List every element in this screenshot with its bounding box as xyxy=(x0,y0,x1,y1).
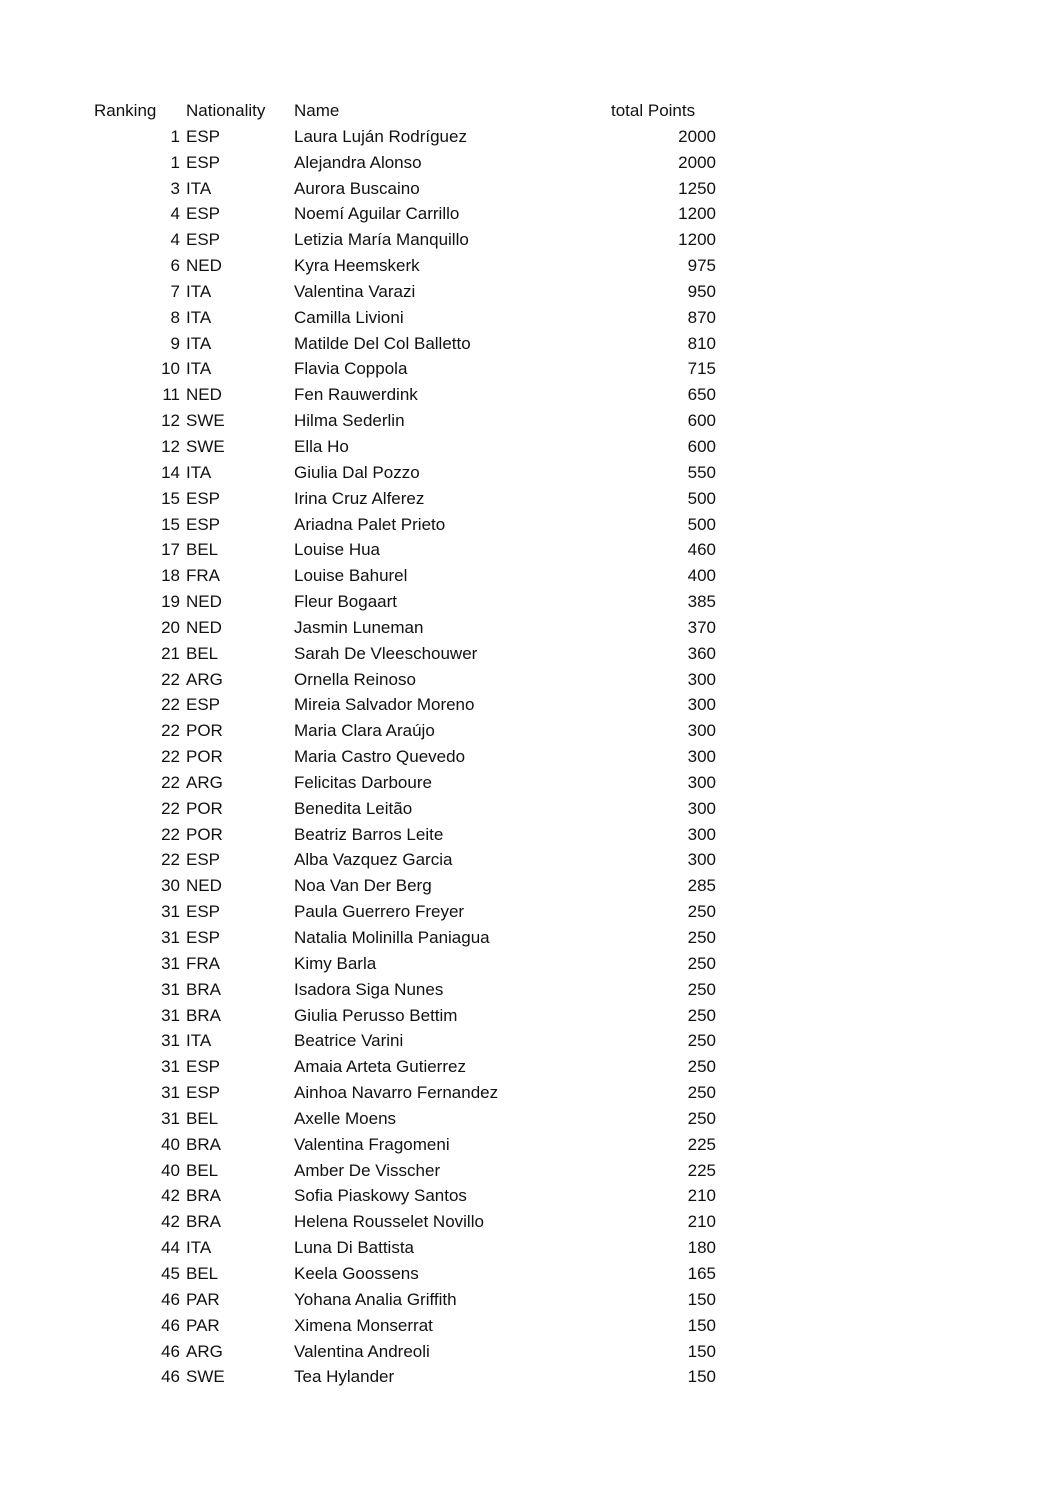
nationality-cell: BEL xyxy=(186,1108,219,1128)
table-row xyxy=(0,667,1058,693)
name-cell: Luna Di Battista xyxy=(294,1238,415,1258)
rank-cell: 22 xyxy=(161,772,180,792)
nationality-cell: NED xyxy=(186,385,222,405)
points-cell: 370 xyxy=(687,617,716,637)
points-cell: 300 xyxy=(687,695,716,715)
name-cell: Ariadna Palet Prieto xyxy=(294,514,446,534)
table-row xyxy=(0,253,1058,279)
nationality-cell: ARG xyxy=(186,1341,223,1361)
nationality-cell: SWE xyxy=(186,1367,225,1387)
name-cell: Valentina Andreoli xyxy=(294,1341,430,1361)
name-cell: Camilla Livioni xyxy=(294,307,404,327)
points-cell: 2000 xyxy=(678,152,716,172)
name-cell: Maria Clara Araújo xyxy=(294,721,435,741)
table-row xyxy=(0,1003,1058,1029)
nationality-cell: ESP xyxy=(186,902,221,922)
rank-cell: 45 xyxy=(161,1263,180,1283)
table-row xyxy=(0,460,1058,486)
points-cell: 950 xyxy=(687,281,716,301)
rank-cell: 10 xyxy=(161,359,180,379)
rank-cell: 22 xyxy=(161,747,180,767)
points-cell: 150 xyxy=(687,1315,716,1335)
nationality-cell: NED xyxy=(186,256,222,276)
ranking-table xyxy=(0,98,1058,1390)
points-cell: 250 xyxy=(687,1108,716,1128)
name-cell: Louise Bahurel xyxy=(294,566,408,586)
nationality-cell: POR xyxy=(186,824,223,844)
nationality-cell: ARG xyxy=(186,669,223,689)
name-cell: Ella Ho xyxy=(294,436,349,456)
table-row xyxy=(0,744,1058,770)
points-cell: 250 xyxy=(687,1031,716,1051)
table-row xyxy=(0,1106,1058,1132)
nationality-cell: ESP xyxy=(186,695,221,715)
points-cell: 250 xyxy=(687,1083,716,1103)
table-row xyxy=(0,1028,1058,1054)
name-cell: Benedita Leitão xyxy=(294,798,413,818)
table-row xyxy=(0,1287,1058,1313)
rank-cell: 18 xyxy=(161,566,180,586)
table-row xyxy=(0,408,1058,434)
table-row xyxy=(0,176,1058,202)
nationality-cell: ESP xyxy=(186,204,221,224)
name-cell: Ximena Monserrat xyxy=(294,1315,433,1335)
table-header-row xyxy=(0,98,1058,124)
rank-cell: 22 xyxy=(161,798,180,818)
table-row xyxy=(0,434,1058,460)
nationality-cell: BRA xyxy=(186,979,221,999)
nationality-cell: ITA xyxy=(186,359,212,379)
table-row xyxy=(0,1313,1058,1339)
nationality-cell: PAR xyxy=(186,1289,220,1309)
nationality-cell: NED xyxy=(186,876,222,896)
points-cell: 250 xyxy=(687,979,716,999)
name-cell: Giulia Dal Pozzo xyxy=(294,462,420,482)
table-row xyxy=(0,1183,1058,1209)
rank-cell: 31 xyxy=(161,953,180,973)
table-body xyxy=(0,124,1058,1390)
points-cell: 870 xyxy=(687,307,716,327)
nationality-cell: SWE xyxy=(186,436,225,456)
rank-cell: 31 xyxy=(161,979,180,999)
points-cell: 165 xyxy=(687,1263,716,1283)
name-cell: Aurora Buscaino xyxy=(294,178,420,198)
table-row xyxy=(0,201,1058,227)
table-row xyxy=(0,1261,1058,1287)
name-cell: Letizia María Manquillo xyxy=(294,230,469,250)
name-cell: Kyra Heemskerk xyxy=(294,256,420,276)
rank-cell: 31 xyxy=(161,1005,180,1025)
name-cell: Kimy Barla xyxy=(294,953,377,973)
rank-cell: 31 xyxy=(161,1083,180,1103)
table-row xyxy=(0,227,1058,253)
rank-cell: 21 xyxy=(161,643,180,663)
rank-cell: 42 xyxy=(161,1186,180,1206)
rank-cell: 22 xyxy=(161,695,180,715)
rank-cell: 22 xyxy=(161,824,180,844)
rank-cell: 22 xyxy=(161,669,180,689)
rank-cell: 8 xyxy=(170,307,180,327)
points-cell: 285 xyxy=(687,876,716,896)
points-cell: 715 xyxy=(687,359,716,379)
nationality-cell: NED xyxy=(186,617,222,637)
table-row xyxy=(0,1209,1058,1235)
nationality-cell: ITA xyxy=(186,1238,212,1258)
table-row xyxy=(0,1132,1058,1158)
name-cell: Noa Van Der Berg xyxy=(294,876,432,896)
nationality-cell: BRA xyxy=(186,1212,221,1232)
rank-cell: 31 xyxy=(161,1057,180,1077)
points-cell: 500 xyxy=(687,488,716,508)
name-cell: Sofia Piaskowy Santos xyxy=(294,1186,467,1206)
rank-cell: 14 xyxy=(161,462,180,482)
points-cell: 1250 xyxy=(678,178,716,198)
nationality-cell: ITA xyxy=(186,1031,212,1051)
name-cell: Helena Rousselet Novillo xyxy=(294,1212,484,1232)
points-cell: 250 xyxy=(687,953,716,973)
points-cell: 550 xyxy=(687,462,716,482)
table-row xyxy=(0,899,1058,925)
nationality-cell: ESP xyxy=(186,230,221,250)
name-cell: Amaia Arteta Gutierrez xyxy=(294,1057,466,1077)
rank-cell: 22 xyxy=(161,850,180,870)
points-cell: 650 xyxy=(687,385,716,405)
nationality-cell: ITA xyxy=(186,281,212,301)
nationality-cell: ITA xyxy=(186,307,212,327)
points-cell: 225 xyxy=(687,1134,716,1154)
table-row xyxy=(0,692,1058,718)
rank-cell: 31 xyxy=(161,1108,180,1128)
table-row xyxy=(0,486,1058,512)
points-cell: 810 xyxy=(687,333,716,353)
name-cell: Beatrice Varini xyxy=(294,1031,404,1051)
rank-cell: 46 xyxy=(161,1341,180,1361)
nationality-cell: NED xyxy=(186,592,222,612)
table-row xyxy=(0,537,1058,563)
rank-cell: 44 xyxy=(161,1238,180,1258)
rank-cell: 30 xyxy=(161,876,180,896)
name-cell: Paula Guerrero Freyer xyxy=(294,902,465,922)
rank-cell: 1 xyxy=(170,126,180,146)
name-cell: Felicitas Darboure xyxy=(294,772,432,792)
name-cell: Sarah De Vleeschouwer xyxy=(294,643,478,663)
points-cell: 300 xyxy=(687,669,716,689)
rank-cell: 31 xyxy=(161,902,180,922)
table-row xyxy=(0,563,1058,589)
name-cell: Beatriz Barros Leite xyxy=(294,824,444,844)
header-name: Name xyxy=(294,101,340,120)
name-cell: Amber De Visscher xyxy=(294,1160,441,1180)
name-cell: Alejandra Alonso xyxy=(294,152,422,172)
nationality-cell: ESP xyxy=(186,488,221,508)
rank-cell: 15 xyxy=(161,514,180,534)
rank-cell: 4 xyxy=(170,204,180,224)
nationality-cell: ITA xyxy=(186,333,212,353)
points-cell: 600 xyxy=(687,411,716,431)
table-row xyxy=(0,770,1058,796)
table-row xyxy=(0,150,1058,176)
header-ranking: Ranking xyxy=(94,101,157,120)
table-row xyxy=(0,718,1058,744)
points-cell: 500 xyxy=(687,514,716,534)
nationality-cell: FRA xyxy=(186,953,220,973)
nationality-cell: POR xyxy=(186,721,223,741)
points-cell: 300 xyxy=(687,772,716,792)
table-row xyxy=(0,1054,1058,1080)
points-cell: 1200 xyxy=(678,230,716,250)
points-cell: 180 xyxy=(687,1238,716,1258)
name-cell: Jasmin Luneman xyxy=(294,617,424,637)
rank-cell: 12 xyxy=(161,436,180,456)
nationality-cell: BEL xyxy=(186,1263,219,1283)
points-cell: 300 xyxy=(687,850,716,870)
nationality-cell: ESP xyxy=(186,1057,221,1077)
name-cell: Flavia Coppola xyxy=(294,359,408,379)
nationality-cell: ARG xyxy=(186,772,223,792)
table-row xyxy=(0,977,1058,1003)
rank-cell: 11 xyxy=(162,385,180,405)
name-cell: Louise Hua xyxy=(294,540,381,560)
table-row xyxy=(0,512,1058,538)
table-row xyxy=(0,356,1058,382)
table-row xyxy=(0,925,1058,951)
points-cell: 225 xyxy=(687,1160,716,1180)
table-row xyxy=(0,1339,1058,1365)
rank-cell: 4 xyxy=(170,230,180,250)
nationality-cell: SWE xyxy=(186,411,225,431)
rank-cell: 22 xyxy=(161,721,180,741)
points-cell: 250 xyxy=(687,1057,716,1077)
points-cell: 385 xyxy=(687,592,716,612)
name-cell: Mireia Salvador Moreno xyxy=(294,695,475,715)
nationality-cell: BEL xyxy=(186,643,219,663)
name-cell: Keela Goossens xyxy=(294,1263,419,1283)
name-cell: Maria Castro Quevedo xyxy=(294,747,466,767)
nationality-cell: POR xyxy=(186,798,223,818)
nationality-cell: ESP xyxy=(186,1083,221,1103)
points-cell: 150 xyxy=(687,1367,716,1387)
header-total-points: total Points xyxy=(611,101,696,120)
name-cell: Ornella Reinoso xyxy=(294,669,416,689)
points-cell: 300 xyxy=(687,824,716,844)
rank-cell: 31 xyxy=(161,928,180,947)
name-cell: Alba Vazquez Garcia xyxy=(294,850,453,870)
table-row xyxy=(0,847,1058,873)
table-row xyxy=(0,873,1058,899)
rank-cell: 46 xyxy=(161,1367,180,1387)
points-cell: 210 xyxy=(687,1212,716,1232)
nationality-cell: FRA xyxy=(186,566,220,586)
table-row xyxy=(0,589,1058,615)
nationality-cell: BEL xyxy=(186,540,219,560)
header-nationality: Nationality xyxy=(186,101,266,120)
nationality-cell: BRA xyxy=(186,1186,221,1206)
table-row xyxy=(0,305,1058,331)
nationality-cell: ESP xyxy=(186,126,221,146)
name-cell: Isadora Siga Nunes xyxy=(294,979,444,999)
nationality-cell: BEL xyxy=(186,1160,219,1180)
points-cell: 250 xyxy=(687,1005,716,1025)
points-cell: 250 xyxy=(687,928,716,947)
table-row xyxy=(0,124,1058,150)
points-cell: 360 xyxy=(687,643,716,663)
name-cell: Giulia Perusso Bettim xyxy=(294,1005,458,1025)
name-cell: Valentina Varazi xyxy=(294,281,416,301)
table-row xyxy=(0,615,1058,641)
points-cell: 400 xyxy=(687,566,716,586)
name-cell: Ainhoa Navarro Fernandez xyxy=(294,1083,499,1103)
table-row xyxy=(0,331,1058,357)
name-cell: Natalia Molinilla Paniagua xyxy=(294,928,490,947)
nationality-cell: BRA xyxy=(186,1005,221,1025)
rank-cell: 31 xyxy=(161,1031,180,1051)
nationality-cell: POR xyxy=(186,747,223,767)
table-row xyxy=(0,822,1058,848)
table-row xyxy=(0,382,1058,408)
rank-cell: 42 xyxy=(161,1212,180,1232)
nationality-cell: ESP xyxy=(186,152,221,172)
points-cell: 150 xyxy=(687,1341,716,1361)
rank-cell: 9 xyxy=(170,333,180,353)
name-cell: Fen Rauwerdink xyxy=(294,385,418,405)
rank-cell: 12 xyxy=(161,411,180,431)
points-cell: 600 xyxy=(687,436,716,456)
table-row xyxy=(0,1158,1058,1184)
name-cell: Laura Luján Rodríguez xyxy=(294,126,467,146)
name-cell: Matilde Del Col Balletto xyxy=(294,333,471,353)
name-cell: Valentina Fragomeni xyxy=(294,1134,450,1154)
table-row xyxy=(0,279,1058,305)
points-cell: 250 xyxy=(687,902,716,922)
rank-cell: 46 xyxy=(161,1289,180,1309)
rank-cell: 20 xyxy=(161,617,180,637)
rank-cell: 3 xyxy=(170,178,180,198)
rank-cell: 17 xyxy=(161,540,180,560)
rank-cell: 15 xyxy=(161,488,180,508)
rank-cell: 7 xyxy=(170,281,180,301)
nationality-cell: BRA xyxy=(186,1134,221,1154)
rank-cell: 6 xyxy=(170,256,180,276)
points-cell: 460 xyxy=(687,540,716,560)
rank-cell: 40 xyxy=(161,1134,180,1154)
name-cell: Yohana Analia Griffith xyxy=(294,1289,457,1309)
name-cell: Hilma Sederlin xyxy=(294,411,405,431)
name-cell: Noemí Aguilar Carrillo xyxy=(294,204,460,224)
nationality-cell: ESP xyxy=(186,928,221,947)
table-row xyxy=(0,796,1058,822)
nationality-cell: ITA xyxy=(186,462,212,482)
table-row xyxy=(0,1364,1058,1390)
nationality-cell: PAR xyxy=(186,1315,220,1335)
table-row xyxy=(0,1235,1058,1261)
name-cell: Irina Cruz Alferez xyxy=(294,488,425,508)
nationality-cell: ESP xyxy=(186,514,221,534)
points-cell: 975 xyxy=(687,256,716,276)
points-cell: 1200 xyxy=(678,204,716,224)
name-cell: Tea Hylander xyxy=(294,1367,395,1387)
points-cell: 210 xyxy=(687,1186,716,1206)
table-row xyxy=(0,641,1058,667)
points-cell: 150 xyxy=(687,1289,716,1309)
points-cell: 300 xyxy=(687,721,716,741)
rank-cell: 46 xyxy=(161,1315,180,1335)
name-cell: Axelle Moens xyxy=(294,1108,397,1128)
points-cell: 300 xyxy=(687,798,716,818)
nationality-cell: ITA xyxy=(186,178,212,198)
rank-cell: 40 xyxy=(161,1160,180,1180)
rank-cell: 1 xyxy=(170,152,180,172)
nationality-cell: ESP xyxy=(186,850,221,870)
table-row xyxy=(0,1080,1058,1106)
name-cell: Fleur Bogaart xyxy=(294,592,397,612)
points-cell: 300 xyxy=(687,747,716,767)
rank-cell: 19 xyxy=(161,592,180,612)
points-cell: 2000 xyxy=(678,126,716,146)
table-row xyxy=(0,951,1058,977)
